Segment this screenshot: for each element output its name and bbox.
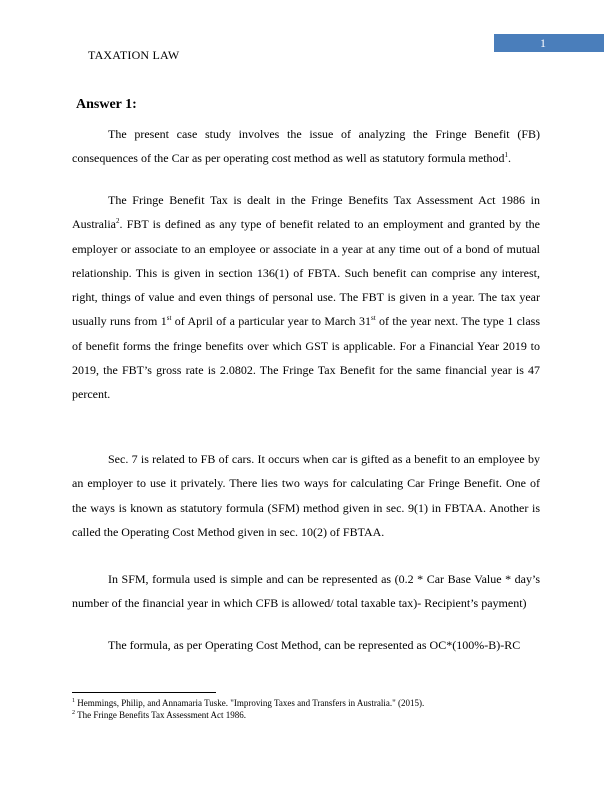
page-number-box [494, 34, 604, 52]
footnote-2-text: The Fringe Benefits Tax Assessment Act 1986. [75, 710, 247, 720]
footnotes [72, 697, 424, 721]
page-number: 1 [540, 36, 546, 50]
paragraph-2 [72, 188, 540, 407]
paragraph-1 [72, 122, 540, 171]
paragraph-1-text: The present case study involves the issue of analyzing the Fringe Benefit (FB) consequences of the Car as per operating cost method as well as statutory formula method [72, 127, 540, 166]
footnote-1 [72, 697, 424, 709]
paragraph-5-text: The formula, as per Operating Cost Method, can be represented as OC*(100%-B)-RC [108, 638, 521, 652]
footnote-ref-2[interactable]: 2 [116, 217, 120, 226]
footnote-1-mark: 1 [72, 698, 75, 704]
footnote-separator [72, 692, 216, 693]
paragraph-2-text-d: of the year next. The type 1 class of benefit forms the fringe benefits over which GST is applicable. For a Financial Year 2019 to 2019, the FBT’s gross rate is 2.0802. The Fringe Tax Benefit for the same financial year is 47 percent. [72, 314, 541, 402]
paragraph-4 [72, 567, 540, 616]
footnote-1-text: Hemmings, Philip, and Annamaria Tuske. "Improving Taxes and Transfers in Australia." (2015). [75, 698, 425, 708]
paragraph-3 [72, 447, 540, 544]
paragraph-5 [72, 633, 540, 657]
paragraph-3-text: Sec. 7 is related to FB of cars. It occurs when car is gifted as a benefit to an employee by an employer to use it privately. There lies two ways for calculating Car Fringe Benefit. One of the ways is known as statutory formula (SFM) method given in sec. 9(1) in FBTAA. Another is called the Operating Cost Method given in sec. 10(2) of FBTAA. [72, 452, 540, 539]
paragraph-4-text: In SFM, formula used is simple and can be represented as (0.2 * Car Base Value * day’s number of the financial year in which CFB is allowed/ total taxable tax)- Recipient’s payment) [72, 572, 540, 611]
ordinal-suffix: st [166, 314, 172, 323]
section-heading: Answer 1: [76, 97, 137, 112]
paragraph-2-text-c: of April of a particular year to March 31 [171, 314, 372, 329]
ordinal-suffix: st [371, 314, 376, 323]
paragraph-2-text-b: . FBT is defined as any type of benefit related to an employment and granted by the employer or associate to an employee or associate in a year at any time out of a bond of mutual relationship. This is given in section 136(1) of FBTA. Such benefit can comprise any interest, right, things of value and even things of personal use. The FBT is given in a year. The tax year usually runs from 1 [72, 217, 540, 329]
running-head: TAXATION LAW [88, 48, 180, 62]
footnote-2 [72, 709, 424, 721]
footnote-2-mark: 2 [72, 710, 75, 716]
footnote-ref-1[interactable]: 1 [504, 151, 509, 160]
paragraph-2-text-a: The Fringe Benefit Tax is dealt in the Fringe Benefits Tax Assessment Act 1986 in Australia [72, 193, 540, 232]
paragraph-1-end: . [508, 151, 512, 166]
